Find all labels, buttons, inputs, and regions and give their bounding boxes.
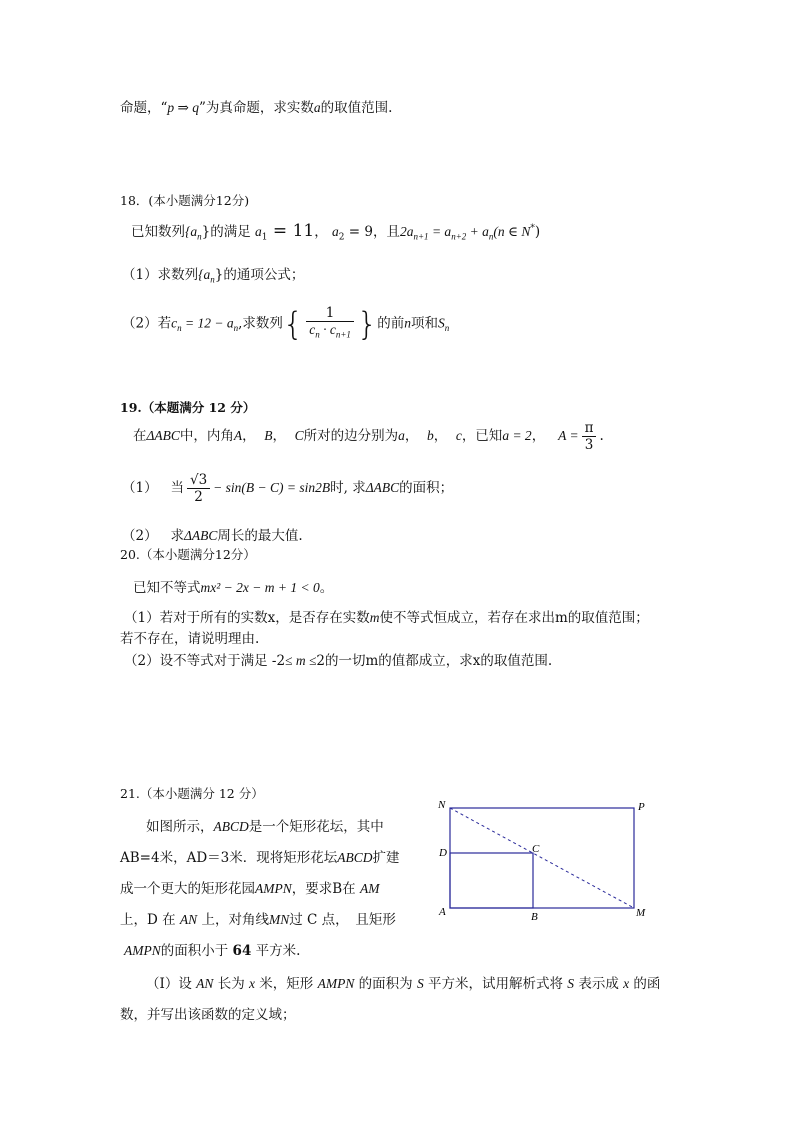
rect-abcd (450, 853, 533, 908)
rectangle-garden-diagram (436, 798, 656, 926)
diagonal-mn (450, 808, 634, 908)
p20-question-1b: 若不存在，请说明理由. (120, 631, 260, 647)
p21-header: 21.（本小题满分 12 分） (120, 786, 264, 801)
p19-sqrt-fraction: $\frac{√3}{2}$ (187, 472, 210, 505)
p19-statement: 在ΔABC中，内角A， B， C所对的边分别为a， b， c，已知a = 2， A = $\frac{\pi}{3}$ . (133, 420, 604, 453)
p18-question-2: （2）若$c_n = 12 - a_n$,求数列{ $\frac{1}{c_n \cdot c_{n+1}}$ }的前n项和$S_n$ (122, 305, 450, 343)
p19-header: 19.（本题满分 12 分） (120, 400, 256, 415)
p21-line-2: AB=4米，AD＝3米．现将矩形花坛ABCD扩建 (120, 850, 400, 866)
p18-statement: 已知数列$\{a_n\}$的满足 $a_1 = 11$， $a_2 = 9$，且$2a_{n+1} = a_{n+2} + a_n(n$ ∈ N*) (131, 221, 541, 243)
p17-line: 命题，“p ⇒ q”为真命题，求实数a的取值范围. (120, 100, 393, 116)
label-M: M (636, 907, 646, 919)
label-P: P (638, 801, 645, 813)
p20-question-2: （2）设不等式对于满足 -2≤ m ≤2的一切m的值都成立，求x的取值范围. (124, 653, 553, 669)
p21-sub-1-cont: 数，并写出该函数的定义域； (120, 1007, 296, 1023)
p18-header: 18．(本小题满分12分) (120, 193, 250, 208)
p20-header: 20.（本小题满分12分） (120, 547, 256, 562)
p18-fraction: $\frac{1}{c_n \cdot c_{n+1}}$ (306, 305, 354, 343)
p21-line-1: 如图所示，ABCD是一个矩形花坛，其中 (146, 819, 384, 835)
p21-line-4: 上，D 在 AN 上，对角线MN过 C 点， 且矩形 (120, 912, 396, 928)
p19-question-1: （1） 当 $\frac{√3}{2}$ − sin(B − C) = sin2B时, 求ΔABC的面积； (122, 472, 454, 505)
p19-question-2: （2） 求ΔABC周长的最大值. (122, 528, 303, 544)
label-A: A (439, 906, 446, 918)
p20-statement: 已知不等式mx² − 2x − m + 1 < 0。 (133, 580, 334, 596)
label-D: D (439, 847, 447, 859)
label-N: N (438, 799, 446, 811)
p18-question-1: （1）求数列$\{a_n\}$的通项公式； (122, 267, 305, 285)
p19-pi-fraction: $\frac{\pi}{3}$ (582, 420, 597, 453)
p21-line-5: AMPN的面积小于 64 平方米. (124, 943, 301, 959)
label-C: C (532, 843, 540, 855)
label-B: B (531, 911, 538, 923)
p20-question-1a: （1）若对于所有的实数x，是否存在实数m使不等式恒成立，若存在求出m的取值范围； (124, 610, 649, 626)
p21-sub-1: （Ⅰ）设 AN 长为 x 米，矩形 AMPN 的面积为 S 平方米，试用解析式将 S 表示成 x 的函 (146, 976, 661, 992)
p21-line-3: 成一个更大的矩形花园AMPN，要求B在 AM (120, 881, 380, 897)
